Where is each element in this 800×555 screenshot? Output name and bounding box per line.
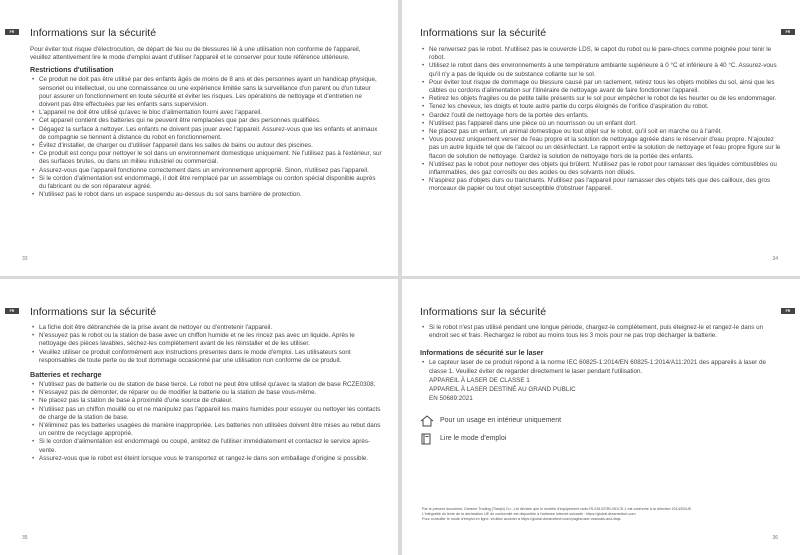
intro-paragraph: Pour éviter tout risque d'électrocution, de départ de feu ou de blessures lié à une utilisation non conforme de l'appareil, veuillez attentivement lire le mode d'emploi avant d'utiliser l'appareil et le conserver pour toute référence ultérieure.	[30, 46, 361, 62]
bullet-list	[420, 324, 782, 340]
page-content	[30, 324, 382, 463]
book-icon	[420, 433, 434, 445]
page-number: 35	[22, 535, 28, 541]
list-item: • Ce produit ne doit pas être utilisé par des enfants âgés de moins de 8 ans et des personnes ayant un handicap physique, sensoriel ou intellectuel, ou une connaissance ou une expérience limitée sans la surveillance d'un parent ou d'un tuteur pour assurer un fonctionnement en toute sécurité et éviter les risques. Les opérations de nettoyage et d'entretien ne doivent pas être effectuées par les enfants sans supervision.	[39, 76, 382, 109]
bullet-list	[420, 46, 782, 194]
list-item: • N'utilisez pas un chiffon mouillé ou et ne manipulez pas l'appareil les mains humides pour essuyer ou nettoyer les contacts de charge de la station de base.	[39, 406, 382, 422]
list-item: • Ne renversez pas le robot. N'utilisez pas le couvercle LDS, le capot du robot ou le pare-chocs comme poignée pour tenir le robot.	[429, 46, 782, 62]
list-item: • N'essuyez pas le robot ou la station de base avec un chiffon humide et ne les rincez pas avec un liquide. Après le nettoyage des pièces lavables, séchez-les complètement avant de les réinstaller et de les utiliser.	[39, 332, 382, 348]
laser-line: EN 50689:2021	[429, 395, 473, 403]
page-content	[420, 324, 782, 445]
list-item: • Si le cordon d'alimentation est endommagé ou coupé, arrêtez de l'utiliser immédiatement et contactez le service après-vente.	[39, 438, 382, 454]
list-item: • Ce produit est conçu pour nettoyer le sol dans un environnement domestique uniquement. Ne l'utilisez pas à l'extérieur, sur des surfaces brutes, ou dans un milieu industriel ou commercial.	[39, 150, 382, 166]
page-number: 36	[772, 535, 778, 541]
list-item: • Vous pouvez uniquement verser de l'eau propre et la solution de nettoyage agréée dans le réservoir d'eau propre. N'ajoutez pas un autre liquide tel que de l'alcool ou un désinfectant. Le rapport entre la solution de nettoyage et l'eau propre figure sur le flacon de solution de nettoyage. Gardez la solution de nettoyage hors de la portée des enfants.	[429, 136, 782, 161]
laser-line: APPAREIL À LASER DE CLASSE 1	[429, 376, 530, 384]
page-34	[402, 0, 800, 276]
indoor-use-row	[420, 415, 782, 427]
list-item: • Veuillez utiliser ce produit conformément aux instructions présentes dans le mode d'emploi. Les utilisateurs sont responsables de toute perte ou de tout dommage occasionné par une utilisation non conforme de ce produit.	[39, 349, 382, 365]
house-icon	[420, 415, 434, 427]
list-item: • N'éliminez pas les batteries usagées de manière inappropriée. Les batteries non utilisées doivent être mises au rebut dans un centre de recyclage approprié.	[39, 422, 382, 438]
footnote-line: Pour consulter le mode d'emploi en ligne, veuillez accéder à https://global.dreametech.com/pages/user-manuals-and-faqs	[422, 517, 621, 522]
language-tab: FR	[781, 308, 795, 314]
section-heading: Informations de sécurité sur le laser	[420, 348, 544, 358]
list-item: • Utilisez le robot dans des environnements à une température ambiante supérieure à 0 °C et inférieure à 40 °C. Assurez-vous qu'il n'y a pas de liquide ou de substance collante sur le sol.	[429, 62, 782, 78]
list-item: • L'appareil ne doit être utilisé qu'avec le bloc d'alimentation fourni avec l'appareil.	[39, 109, 382, 117]
list-item: • Assurez-vous que l'appareil fonctionne correctement dans un environnement approprié. Sinon, n'utilisez pas l'appareil.	[39, 167, 382, 175]
list-item: • Si le cordon d'alimentation est endommagé, il doit être remplacé par un assemblage ou cordon spécial disponible auprès du fabricant ou de son réparateur agréé.	[39, 175, 382, 191]
list-item: • Le capteur laser de ce produit répond à la norme IEC 60825-1:2014/EN 60825-1:2014/A11:2021 des appareils à laser de classe 1. Veuillez éviter de regarder directement le laser pendant l'utilisation.	[429, 359, 782, 375]
page-title: Informations sur la sécurité	[30, 306, 157, 318]
list-item: • Pour éviter tout risque de dommage ou blessure causé par un raclement, retirez tous les objets mobiles du sol, ainsi que les câbles ou cordons d'alimentation sur l'itinéraire de nettoyage avant de faire fonctionner l'appareil.	[429, 79, 782, 95]
language-tab: FR	[781, 29, 795, 35]
list-item: • La fiche doit être débranchée de la prise avant de nettoyer ou d'entretenir l'appareil.	[39, 324, 382, 332]
footnote-line: L'intégralité du texte de la déclaration UE de conformité est disponible à l'adresse Internet suivante : https://global.dreametech.com	[422, 512, 636, 517]
list-item: • N'aspirez pas d'objets durs ou tranchants. N'utilisez pas l'appareil pour ramasser des objets tels que des cailloux, des gros morceaux de papier ou tout objet susceptible d'obstruer l'appareil.	[429, 177, 782, 193]
read-manual-row	[420, 433, 782, 445]
laser-class-lines	[420, 377, 782, 404]
footnote	[422, 507, 782, 523]
list-item: • Cet appareil contient des batteries qui ne peuvent être remplacées que par des personnes qualifiées.	[39, 117, 382, 125]
bullet-list	[420, 359, 782, 375]
bullet-list	[30, 324, 382, 365]
footnote-line: Par le présent document, Dreame Trading (Tianjin) Co., Ltd déclare que le modèle d'équipement radio RLX61CE/RLX61CE-1 est conforme à la directive 2014/53/UE.	[422, 507, 693, 511]
list-item: • Retirez les objets fragiles ou de petite taille présents sur le sol pour empêcher le robot de les heurter ou de les endommager.	[429, 95, 782, 103]
list-item: • Assurez-vous que le robot est éteint lorsque vous le transportez et rangez-le dans son emballage d'origine si possible.	[39, 455, 382, 463]
page-title: Informations sur la sécurité	[420, 27, 547, 39]
indoor-use-label: Pour un usage en intérieur uniquement	[440, 417, 562, 425]
language-tab: FR	[5, 308, 19, 314]
page-36	[402, 279, 800, 555]
list-item: • N'utilisez pas le robot pour nettoyer des objets qui brûlent. N'utilisez pas le robot pour ramasser des liquides combustibles ou inflammables, des gaz corrosifs ou des acides ou des solvants non dilués.	[429, 161, 782, 177]
page-title: Informations sur la sécurité	[420, 306, 547, 318]
list-item: • Ne placez pas la station de base à proximité d'une source de chaleur.	[39, 397, 382, 405]
section-heading: Batteries et recharge	[30, 370, 102, 380]
list-item: • N'utilisez pas le robot dans un espace suspendu au-dessus du sol sans barrière de protection.	[39, 191, 382, 199]
list-item: • N'utilisez pas de batterie ou de station de base tierce. Le robot ne peut être utilisé qu'avec la station de base RCZE0308.	[39, 381, 382, 389]
bullet-list	[30, 76, 382, 199]
language-tab: FR	[5, 29, 19, 35]
page-number: 33	[22, 256, 28, 262]
page-33	[0, 0, 398, 276]
page-number: 34	[772, 256, 778, 262]
page-title: Informations sur la sécurité	[30, 27, 157, 39]
list-item: • Ne placez pas un enfant, un animal domestique ou tout objet sur le robot, qu'il soit en marche ou à l'arrêt.	[429, 128, 782, 136]
laser-line: APPAREIL À LASER DESTINÉ AU GRAND PUBLIC	[429, 386, 576, 394]
page-content	[420, 46, 782, 194]
read-manual-label: Lire le mode d'emploi	[440, 435, 507, 443]
list-item: • Évitez d'installer, de charger ou d'utiliser l'appareil dans les salles de bains ou autour des piscines.	[39, 142, 382, 150]
list-item: • Si le robot n'est pas utilisé pendant une longue période, chargez-le complètement, puis éteignez-le et rangez-le dans un endroit sec et frais. Rechargez le robot au moins tous les 3 mois pour ne pas trop décharger la batterie.	[429, 324, 782, 340]
bullet-list	[30, 381, 382, 463]
list-item: • Gardez l'outil de nettoyage hors de la portée des enfants.	[429, 112, 782, 120]
list-item: • N'essayez pas de démonter, de réparer ou de modifier la batterie ou la station de base vous-même.	[39, 389, 382, 397]
section-heading: Restrictions d'utilisation	[30, 65, 114, 75]
list-item: • N'utilisez pas l'appareil dans une pièce où un nourrisson ou un enfant dort.	[429, 120, 782, 128]
list-item: • Dégagez la surface à nettoyer. Les enfants ne doivent pas jouer avec l'appareil. Assurez-vous que les enfants et animaux de compagnie se tiennent à distance du robot en fonctionnement.	[39, 126, 382, 142]
list-item: • Tenez les cheveux, les doigts et toute autre partie du corps éloignés de l'orifice d'aspiration du robot.	[429, 103, 782, 111]
page-content	[30, 46, 382, 199]
page-35	[0, 279, 398, 555]
